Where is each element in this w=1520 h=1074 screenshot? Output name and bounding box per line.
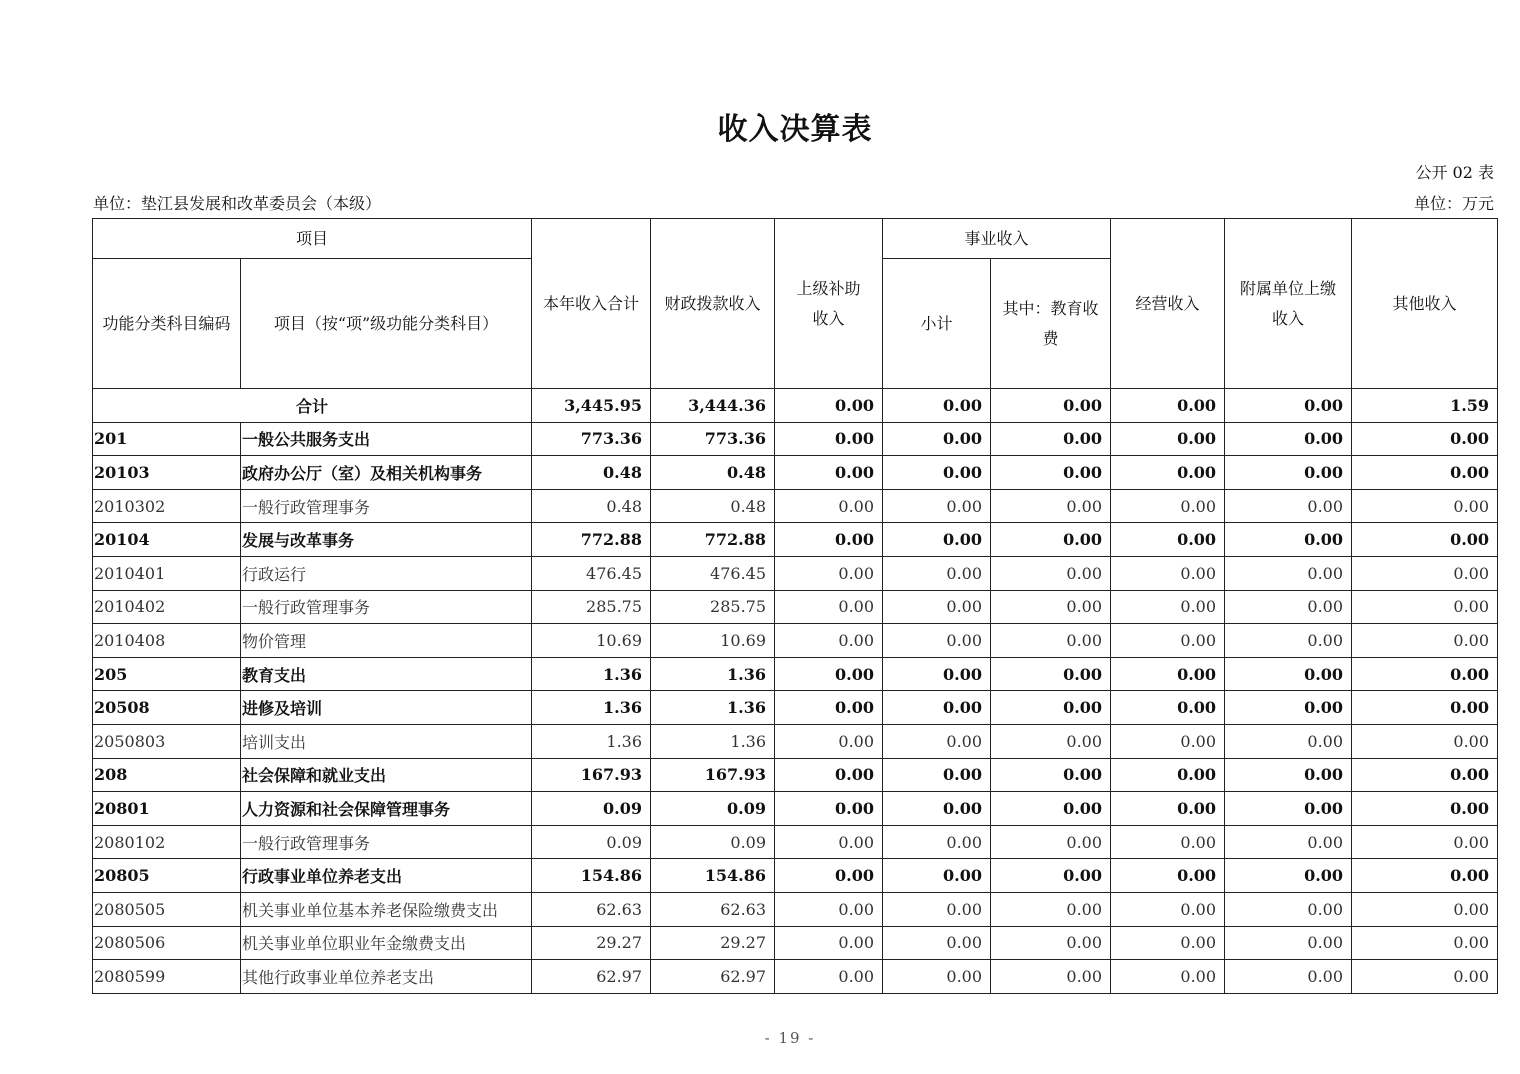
row-value: 0.48 <box>651 489 775 523</box>
row-value: 0.09 <box>651 792 775 826</box>
row-code: 2080102 <box>93 825 241 859</box>
row-value: 0.09 <box>651 825 775 859</box>
row-value: 0.48 <box>532 489 651 523</box>
row-value: 0.00 <box>1225 960 1352 994</box>
row-value: 0.00 <box>883 657 991 691</box>
row-value: 0.00 <box>883 825 991 859</box>
row-value: 476.45 <box>532 556 651 590</box>
row-value: 1.36 <box>532 657 651 691</box>
row-value: 0.00 <box>883 422 991 456</box>
row-value: 0.00 <box>991 859 1111 893</box>
row-value: 0.00 <box>1352 624 1498 658</box>
total-cell: 0.00 <box>991 389 1111 423</box>
row-value: 0.00 <box>775 422 883 456</box>
row-value: 0.00 <box>1111 691 1225 725</box>
row-value: 0.00 <box>883 859 991 893</box>
row-value: 0.48 <box>532 456 651 490</box>
row-value: 772.88 <box>651 523 775 557</box>
row-value: 0.00 <box>1111 624 1225 658</box>
row-value: 0.00 <box>775 556 883 590</box>
row-value: 772.88 <box>532 523 651 557</box>
row-name: 物价管理 <box>241 624 532 658</box>
row-value: 0.00 <box>775 456 883 490</box>
row-value: 0.00 <box>1111 926 1225 960</box>
row-value: 62.97 <box>651 960 775 994</box>
row-value: 773.36 <box>651 422 775 456</box>
row-code: 2010302 <box>93 489 241 523</box>
row-value: 0.00 <box>1111 758 1225 792</box>
row-value: 0.00 <box>1111 556 1225 590</box>
row-name: 一般公共服务支出 <box>241 422 532 456</box>
row-value: 0.00 <box>1225 456 1352 490</box>
row-value: 0.00 <box>1225 691 1352 725</box>
row-value: 0.00 <box>1352 691 1498 725</box>
table-row <box>93 926 1498 960</box>
total-label: 合计 <box>93 389 532 423</box>
row-value: 0.00 <box>775 792 883 826</box>
row-value: 0.00 <box>1352 825 1498 859</box>
header-total: 本年收入合计 <box>532 219 651 389</box>
row-value: 62.97 <box>532 960 651 994</box>
row-value: 285.75 <box>532 590 651 624</box>
row-value: 0.00 <box>883 926 991 960</box>
row-value: 0.00 <box>991 489 1111 523</box>
row-value: 0.00 <box>883 960 991 994</box>
row-value: 0.00 <box>883 792 991 826</box>
header-affiliated: 附属单位上缴收入 <box>1225 219 1352 389</box>
total-cell: 0.00 <box>1111 389 1225 423</box>
total-cell: 0.00 <box>883 389 991 423</box>
row-value: 0.00 <box>1225 892 1352 926</box>
row-value: 167.93 <box>651 758 775 792</box>
row-code: 2010402 <box>93 590 241 624</box>
row-name: 机关事业单位基本养老保险缴费支出 <box>241 892 532 926</box>
table-row <box>93 523 1498 557</box>
row-value: 0.00 <box>883 624 991 658</box>
row-value: 0.00 <box>1225 758 1352 792</box>
row-code: 20508 <box>93 691 241 725</box>
row-code: 208 <box>93 758 241 792</box>
row-name: 人力资源和社会保障管理事务 <box>241 792 532 826</box>
row-value: 0.00 <box>1225 825 1352 859</box>
total-cell: 3,445.95 <box>532 389 651 423</box>
row-value: 62.63 <box>651 892 775 926</box>
table-row <box>93 859 1498 893</box>
unit-name: 单位：垫江县发展和改革委员会（本级） <box>93 194 382 213</box>
header-project: 项目 <box>93 219 532 259</box>
row-value: 0.00 <box>991 657 1111 691</box>
header-education: 其中：教育收费 <box>991 259 1111 389</box>
table-row <box>93 456 1498 490</box>
table-row <box>93 422 1498 456</box>
row-value: 0.00 <box>1111 422 1225 456</box>
row-value: 0.00 <box>775 590 883 624</box>
row-value: 0.00 <box>1225 792 1352 826</box>
table-row <box>93 590 1498 624</box>
row-value: 0.00 <box>1352 489 1498 523</box>
row-value: 0.00 <box>991 624 1111 658</box>
row-code: 2080505 <box>93 892 241 926</box>
table-row <box>93 556 1498 590</box>
row-value: 0.00 <box>1225 523 1352 557</box>
row-name: 培训支出 <box>241 724 532 758</box>
row-code: 2080506 <box>93 926 241 960</box>
table-row <box>93 724 1498 758</box>
row-value: 0.00 <box>1352 859 1498 893</box>
table-row <box>93 489 1498 523</box>
row-value: 0.00 <box>883 892 991 926</box>
row-value: 1.36 <box>532 691 651 725</box>
row-value: 0.00 <box>1111 590 1225 624</box>
row-value: 773.36 <box>532 422 651 456</box>
row-value: 0.00 <box>991 590 1111 624</box>
row-value: 0.00 <box>775 523 883 557</box>
row-value: 0.00 <box>1225 590 1352 624</box>
row-value: 29.27 <box>532 926 651 960</box>
table-row <box>93 624 1498 658</box>
row-value: 285.75 <box>651 590 775 624</box>
row-value: 0.00 <box>1352 758 1498 792</box>
header-operating: 经营收入 <box>1111 219 1225 389</box>
total-cell: 0.00 <box>775 389 883 423</box>
row-code: 205 <box>93 657 241 691</box>
total-cell: 0.00 <box>1225 389 1352 423</box>
row-value: 0.00 <box>1111 825 1225 859</box>
row-name: 发展与改革事务 <box>241 523 532 557</box>
row-name: 一般行政管理事务 <box>241 590 532 624</box>
row-value: 0.00 <box>1352 892 1498 926</box>
row-value: 0.00 <box>1352 657 1498 691</box>
form-number: 公开 02 表 <box>1415 163 1494 182</box>
row-value: 0.00 <box>1225 556 1352 590</box>
row-value: 167.93 <box>532 758 651 792</box>
row-name: 行政事业单位养老支出 <box>241 859 532 893</box>
row-value: 0.00 <box>883 523 991 557</box>
row-value: 0.00 <box>991 422 1111 456</box>
total-cell: 3,444.36 <box>651 389 775 423</box>
row-value: 0.00 <box>1352 523 1498 557</box>
table-row <box>93 657 1498 691</box>
row-value: 0.00 <box>775 892 883 926</box>
row-value: 0.00 <box>1225 926 1352 960</box>
row-value: 0.00 <box>1352 926 1498 960</box>
row-value: 1.36 <box>532 724 651 758</box>
row-value: 0.00 <box>775 657 883 691</box>
row-value: 1.36 <box>651 724 775 758</box>
row-value: 62.63 <box>532 892 651 926</box>
row-value: 0.48 <box>651 456 775 490</box>
row-value: 0.00 <box>775 758 883 792</box>
row-name: 社会保障和就业支出 <box>241 758 532 792</box>
row-value: 154.86 <box>651 859 775 893</box>
row-value: 0.00 <box>1352 960 1498 994</box>
row-value: 0.00 <box>883 758 991 792</box>
row-value: 0.00 <box>1111 960 1225 994</box>
row-name: 政府办公厅（室）及相关机构事务 <box>241 456 532 490</box>
row-value: 1.36 <box>651 691 775 725</box>
row-value: 0.00 <box>1352 556 1498 590</box>
row-value: 29.27 <box>651 926 775 960</box>
row-value: 0.00 <box>775 489 883 523</box>
row-value: 0.09 <box>532 825 651 859</box>
row-value: 0.00 <box>1352 456 1498 490</box>
row-code: 20801 <box>93 792 241 826</box>
row-name: 行政运行 <box>241 556 532 590</box>
row-value: 0.00 <box>1352 590 1498 624</box>
row-name: 一般行政管理事务 <box>241 489 532 523</box>
income-table <box>92 218 1498 994</box>
row-value: 0.00 <box>775 624 883 658</box>
header-fiscal: 财政拨款收入 <box>651 219 775 389</box>
row-code: 20805 <box>93 859 241 893</box>
row-code: 2050803 <box>93 724 241 758</box>
row-code: 2010408 <box>93 624 241 658</box>
header-subtotal: 小计 <box>883 259 991 389</box>
row-value: 0.00 <box>1111 523 1225 557</box>
table-row <box>93 892 1498 926</box>
table-row <box>93 960 1498 994</box>
row-value: 0.00 <box>1225 657 1352 691</box>
row-value: 0.00 <box>883 489 991 523</box>
row-value: 0.00 <box>775 926 883 960</box>
row-value: 0.00 <box>1111 456 1225 490</box>
total-row <box>93 389 1498 423</box>
row-code: 201 <box>93 422 241 456</box>
row-value: 0.00 <box>883 456 991 490</box>
page-number: - 19 - <box>764 1029 816 1047</box>
row-value: 154.86 <box>532 859 651 893</box>
row-value: 0.00 <box>991 724 1111 758</box>
row-value: 0.00 <box>775 960 883 994</box>
row-value: 10.69 <box>651 624 775 658</box>
row-value: 0.00 <box>1111 657 1225 691</box>
row-value: 0.00 <box>1111 859 1225 893</box>
row-value: 0.00 <box>1111 892 1225 926</box>
row-value: 0.00 <box>775 859 883 893</box>
table-row <box>93 825 1498 859</box>
row-value: 0.00 <box>1225 859 1352 893</box>
row-value: 0.00 <box>1225 489 1352 523</box>
row-value: 0.00 <box>883 691 991 725</box>
row-value: 0.00 <box>991 523 1111 557</box>
row-name: 进修及培训 <box>241 691 532 725</box>
row-value: 0.00 <box>883 556 991 590</box>
row-value: 10.69 <box>532 624 651 658</box>
row-value: 0.00 <box>991 691 1111 725</box>
header-business-group: 事业收入 <box>883 219 1111 259</box>
page-title: 收入决算表 <box>717 112 873 147</box>
row-value: 0.00 <box>991 825 1111 859</box>
header-superior: 上级补助收入 <box>775 219 883 389</box>
row-value: 0.00 <box>1111 792 1225 826</box>
row-code: 20103 <box>93 456 241 490</box>
row-value: 1.36 <box>651 657 775 691</box>
row-value: 0.00 <box>991 960 1111 994</box>
row-value: 0.00 <box>883 724 991 758</box>
header-other: 其他收入 <box>1352 219 1498 389</box>
row-value: 0.00 <box>1111 489 1225 523</box>
row-name: 一般行政管理事务 <box>241 825 532 859</box>
row-value: 0.00 <box>991 556 1111 590</box>
row-value: 0.00 <box>775 724 883 758</box>
row-value: 0.00 <box>1352 792 1498 826</box>
row-name: 机关事业单位职业年金缴费支出 <box>241 926 532 960</box>
row-value: 0.00 <box>1352 422 1498 456</box>
header-code: 功能分类科目编码 <box>93 259 241 389</box>
table-row <box>93 691 1498 725</box>
table-row <box>93 792 1498 826</box>
row-value: 0.00 <box>775 825 883 859</box>
row-value: 0.00 <box>1111 724 1225 758</box>
row-value: 0.09 <box>532 792 651 826</box>
row-value: 0.00 <box>775 691 883 725</box>
total-cell: 1.59 <box>1352 389 1498 423</box>
row-name: 教育支出 <box>241 657 532 691</box>
row-code: 20104 <box>93 523 241 557</box>
currency-unit: 单位：万元 <box>1413 194 1494 213</box>
row-name: 其他行政事业单位养老支出 <box>241 960 532 994</box>
row-value: 0.00 <box>1225 422 1352 456</box>
row-value: 0.00 <box>1352 724 1498 758</box>
row-value: 0.00 <box>1225 624 1352 658</box>
table-row <box>93 758 1498 792</box>
row-code: 2010401 <box>93 556 241 590</box>
row-value: 0.00 <box>991 792 1111 826</box>
row-value: 0.00 <box>883 590 991 624</box>
row-value: 0.00 <box>991 758 1111 792</box>
header-name: 项目（按“项”级功能分类科目） <box>241 259 532 389</box>
row-value: 0.00 <box>991 456 1111 490</box>
row-value: 476.45 <box>651 556 775 590</box>
row-code: 2080599 <box>93 960 241 994</box>
row-value: 0.00 <box>991 926 1111 960</box>
row-value: 0.00 <box>1225 724 1352 758</box>
row-value: 0.00 <box>991 892 1111 926</box>
